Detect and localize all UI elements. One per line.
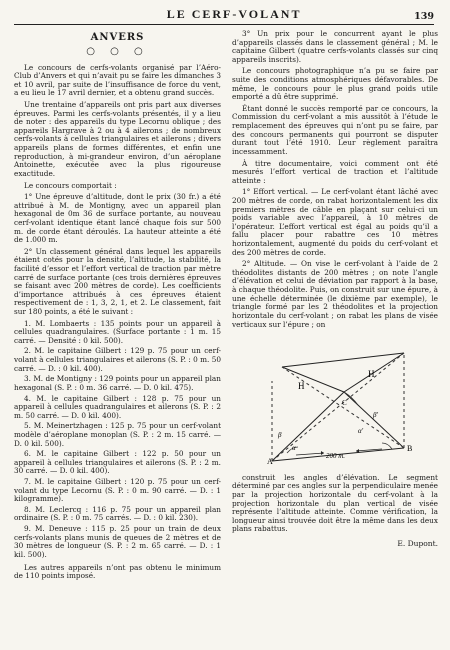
diagram-base-arrow: [296, 453, 324, 455]
paragraph-participants: Une trentaine d’appareils ont pris part aux diverses épreuves. Parmi les cerfs-volants présentés, il y a lieu de noter : des appareils du type Lecornu oblique ; des appareils Hargrave à 2 ou à 4 ailerons ; de nombreux cerfs-volants à cellules triangulaires et ailerons ; divers appareils plans de formes différentes, et enfin une reproduction, à mi-grandeur environ, d’un aéroplane Antoinette, exécutée avec la plus rigoureuse exactitude.: [14, 100, 221, 178]
section-ornament: ○ ○ ○: [86, 45, 149, 57]
ranking-item: 1. M. Lombaerts : 135 points pour un appareil à cellules quadrangulaires. (Surface portante : 1 m. 15 carré. — Densité : 0 kil. 500).: [14, 318, 221, 345]
diagram-angle-arc: [382, 443, 392, 449]
altitude-diagram-svg: [232, 335, 438, 465]
diagram-label: B: [407, 444, 413, 454]
diagram-label: α': [358, 427, 364, 436]
diagram-dashed-line: [282, 367, 404, 448]
diagram-label: α: [292, 444, 296, 453]
paragraph-commission: Étant donné le succès remporté par ce concours, la Commission du cerf-volant a mis aussitôt à l’étude le remplacement des épreuves qui n’ont pu se faire, par des concours permanents qui pourront se disputer durant tout l’été 1910. Leur règlement paraîtra incessamment.: [232, 103, 438, 156]
paragraph-effort-vertical: 1° Effort vertical. — Le cerf-volant étant lâché avec 200 mètres de corde, on rabat horizontalement les dix premiers mètres de câble en plaçant sur celui-ci un poids variable avec l’appareil, à 10 mètres de l’opérateur. L’effort vertical est égal au poids qu’il a fallu placer pour rabattre ces 10 mètres horizontalement, augmenté du poids du cerf-volant et des 200 mètres de corde.: [232, 187, 438, 257]
diagram-label: H: [368, 369, 375, 380]
left-column: [14, 30, 221, 584]
ranking-item: 4. M. le capitaine Gilbert : 128 p. 75 pour un appareil à cellules quadrangulaires et ailerons (S. P. : 2 m. 50 carré. — D. 0 kil. 400).: [14, 393, 221, 420]
paragraph-intro: Le concours de cerfs-volants organisé par l’Aéro-Club d’Anvers et qui n’avait pu se faire les dimanches 3 et 10 avril, par suite de l’insuffisance de force du vent, a eu lieu le 17 avril dernier, et a obtenu grand succès.: [14, 62, 221, 98]
diagram-label: β: [278, 431, 282, 440]
paragraph-altitude-prize: 1° Une épreuve d’altitude, dont le prix (30 fr.) a été attribué à M. de Montigny, avec un appareil plan hexagonal de 0m 36 de surface portante, au nouveau cerf-volant identique étant lancé chaque fois sur 500 m. de corde étant déroulés. La hauteur atteinte a été de 1.000 m.: [14, 192, 221, 245]
paragraph-classement: 2° Un classement général dans lequel les appareils étaient cotés pour la densité, l’altitude, la stabilité, la facilité d’essor et l’effort vertical de traction par mètre carré de surface portante (ces trois dernières épreuves se faisant avec 200 mètres de corde). Les coefficients d’importance attribués à ces épreuves étaient respectivement de : 1, 3, 2, 1, et 2. Le classement, fait sur 180 points, a été le suivant :: [14, 246, 221, 317]
diagram-label: A: [267, 457, 273, 466]
signature: E. Dupont.: [397, 538, 438, 548]
ranking-item: 6. M. le capitaine Gilbert : 122 p. 50 pour un appareil à cellules triangulaires et ailerons (S. P. : 2 m. 30 carré. — D. 0 kil. 400).: [14, 449, 221, 476]
diagram-label: 200 m.: [326, 452, 346, 461]
ranking-item: 5. M. Meinertzhagen : 125 p. 75 pour un cerf-volant modèle d’aéroplane monoplan (S. P. : 2 m. 15 carré. — D. 0 kil. 500).: [14, 421, 221, 448]
page-header: [14, 6, 434, 25]
altitude-diagram: [232, 335, 438, 468]
ranking-item: 3. M. de Montigny : 129 points pour un appareil plan hexagonal (S. P. : 0 m. 36 carré. — D. 0 kil. 475).: [14, 374, 221, 392]
paragraph-construction: construit les angles d’élévation. Le segment déterminé par ces angles sur la perpendiculaire menée par la projection horizontale du cerf-volant à la projection horizontale du plan vertical de visée représente l’altitude atteinte. Comme vérification, la longueur ainsi trouvée doit être la même dans les deux plans rabattus.: [232, 472, 438, 534]
right-column: [232, 30, 438, 549]
paragraph-documentary: À titre documentaire, voici comment ont été mesurés l’effort vertical de traction et l’altitude atteinte :: [232, 158, 438, 185]
paragraph-prize-3: 3° Un prix pour le concurrent ayant le plus d’appareils classés dans le classement général ; M. le capitaine Gilbert (quatre cerfs-volants classés sur cinq appareils inscrits).: [232, 29, 438, 64]
diagram-line: [272, 392, 344, 461]
diagram-label: C: [342, 399, 347, 408]
paragraph-altitude-method: 2° Altitude. — On vise le cerf-volant à l’aide de 2 théodolites distants de 200 mètres ; on note l’angle d’élévation et celui de déviation par rapport à la base, à chaque théodolite. Puis, on construit sur une épure, à une échelle déterminée (le dixième par exemple), le triangle formé par les 2 théodolites et la projection horizontale du cerf-volant ; on rabat les plans de visée verticaux sur l’épure ; on: [232, 259, 438, 329]
diagram-arrowhead: [321, 451, 324, 455]
diagram-line: [344, 392, 404, 448]
ranking-item: 8. M. Leclercq : 116 p. 75 pour un appareil plan ordinaire (S. P. : 0 m. 75 carrés. — D. : 0 kil. 230).: [14, 504, 221, 523]
section-title: ANVERS: [90, 32, 145, 43]
page-number: 139: [414, 11, 434, 22]
paragraph-photo-contest: Le concours photographique n’a pu se faire par suite des conditions atmosphériques défavorables. De même, le concours pour le plus grand poids utile emporté a dû être supprimé.: [232, 66, 438, 102]
diagram-label: H: [298, 381, 305, 392]
ranking-item: 2. M. le capitaine Gilbert : 129 p. 75 pour un cerf-volant à cellules triangulaires et ailerons (S. P. : 0 m. 50 carré. — D. : 0 kil. 400).: [14, 346, 221, 373]
journal-title: LE CERF-VOLANT: [166, 7, 302, 21]
ranking-item: 9. M. Deneuve : 115 p. 25 pour un train de deux cerfs-volants plans munis de queues de 2 mètres et de 30 mètres de longueur (S. P. : 2 m. 65 carré. — D. : 1 kil. 500).: [14, 524, 221, 559]
diagram-label: β': [373, 411, 378, 420]
paragraph-closing: Les autres appareils n’ont pas obtenu le minimum de 110 points imposé.: [14, 562, 221, 581]
paragraph-comportait: Le concours comportait :: [24, 180, 117, 190]
ranking-item: 7. M. le capitaine Gilbert : 120 p. 75 pour un cerf-volant du type Lecornu (S. P. : 0 m. 90 carré. — D. : 1 kilogramme).: [14, 477, 221, 504]
diagram-line: [282, 367, 344, 392]
ranking-list: [14, 320, 221, 560]
